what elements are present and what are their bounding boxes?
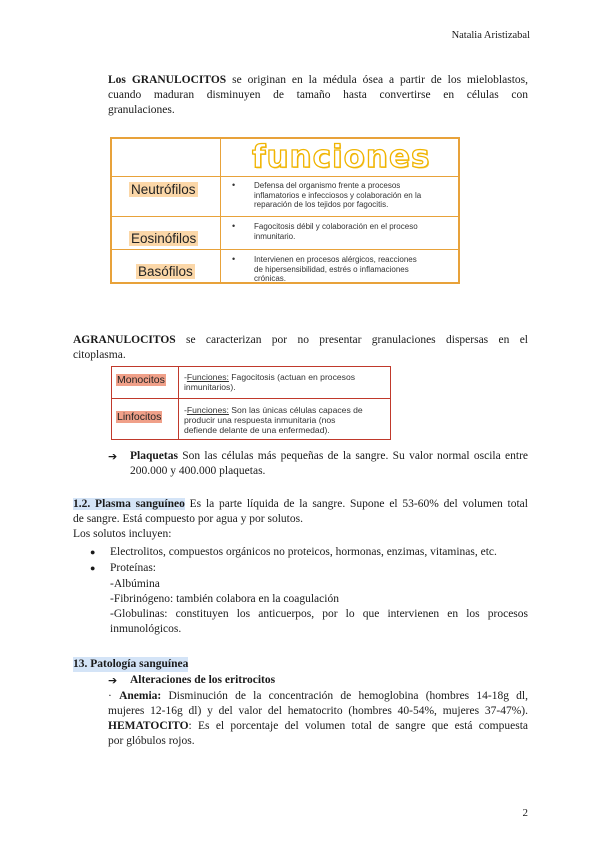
- plaquetas-line1: Son las células más pequeñas de la sangre. Su valor normal oscila entre: [177, 450, 528, 462]
- table-divider: [112, 176, 458, 177]
- linfocitos-line: Son las únicas células capaces de: [228, 405, 363, 415]
- plasma-line1: Es la parte líquida de la sangre. Supone el 53-60% del volumen total: [184, 498, 528, 510]
- bullet-icon: ●: [90, 563, 96, 573]
- dash: -: [184, 405, 187, 415]
- arrow-icon: ➔: [108, 450, 118, 463]
- granulocitos-line3: granulaciones.: [108, 104, 175, 116]
- anemia-line2: mujeres 12-16g dl) y del valor del hematocrito (hombres 40-54%, mujeres 37-47%).: [108, 705, 528, 717]
- granulocitos-line1: se originan en la médula ósea a partir de los mieloblastos,: [226, 74, 528, 86]
- anemia-paragraph: [108, 689, 528, 749]
- funciones-title: funciones: [252, 139, 431, 175]
- hematocito-line1: : Es el porcentaje del volumen total de sangre que está compuesta: [188, 720, 528, 732]
- alteraciones-item: [108, 673, 528, 689]
- agranulocitos-paragraph: [73, 333, 528, 363]
- monocitos-description: [184, 372, 388, 392]
- agranulocitos-line2: citoplasma.: [73, 349, 126, 361]
- sub-item: inmunológicos.: [110, 623, 182, 635]
- granulocitos-term: Los GRANULOCITOS: [108, 74, 227, 86]
- anemia-line1: Disminución de la concentración de hemoglobina (hombres 14-18g dl,: [161, 690, 528, 702]
- table-divider: [112, 249, 458, 250]
- plaquetas-line2: 200.000 y 400.000 plaquetas.: [130, 465, 266, 477]
- agranulocitos-line1: se caracterizan por no presentar granulaciones dispersas en el: [175, 334, 528, 346]
- funciones-table: [110, 137, 460, 284]
- granulocitos-line2: cuando maduran disminuyen de tamaño hasta convertirse en células con: [108, 89, 528, 101]
- linfocitos-line: producir una respuesta inmunitaria (nos: [184, 415, 336, 425]
- table-divider: [112, 398, 390, 399]
- list-item-text: Proteínas:: [110, 562, 156, 574]
- agranulocitos-term: AGRANULOCITOS: [73, 334, 176, 346]
- monocitos-line: Fagocitosis (actuan en procesos: [228, 372, 356, 382]
- table-divider: [178, 367, 179, 439]
- label-monocitos: Monocitos: [117, 374, 165, 386]
- label-neutrofilos: Neutrófilos: [131, 182, 196, 197]
- agranulocitos-table: [111, 366, 391, 440]
- basofilos-line: crónicas.: [254, 274, 287, 283]
- hematocito-line2: por glóbulos rojos.: [108, 735, 195, 747]
- header-author: Natalia Aristizabal: [451, 30, 530, 41]
- sub-item: -Globulinas: constituyen los anticuerpos, por lo que intervienen en los procesos: [110, 608, 528, 620]
- alteraciones-subtitle: Alteraciones de los eritrocitos: [130, 674, 276, 686]
- plasma-line3: Los solutos incluyen:: [73, 528, 172, 540]
- proteinas-sublist: [110, 577, 528, 637]
- plasma-line2: de sangre. Está compuesto por agua y por solutos.: [73, 513, 303, 525]
- linfocitos-description: [184, 405, 388, 435]
- dash: -: [184, 372, 187, 382]
- sub-item: -Albúmina: [110, 578, 160, 590]
- basofilos-line: de hipersensibilidad, estrés o inflamaciones: [254, 264, 409, 274]
- arrow-icon: ➔: [108, 674, 118, 687]
- sub-item: -Fibrinógeno: también colabora en la coagulación: [110, 593, 339, 605]
- hematocito-term: HEMATOCITO: [108, 720, 189, 732]
- anemia-term: Anemia:: [119, 690, 162, 702]
- table-divider: [220, 139, 221, 282]
- list-item-text: Electrolitos, compuestos orgánicos no proteicos, hormonas, enzimas, vitaminas, etc.: [110, 546, 497, 558]
- bullet-icon: ●: [90, 547, 96, 557]
- plasma-paragraph: [73, 497, 528, 542]
- monocitos-line: inmunitarios).: [184, 382, 236, 392]
- page-number: 2: [522, 807, 528, 819]
- bullet-icon: •: [232, 180, 236, 190]
- table-divider: [112, 216, 458, 217]
- plaquetas-term: Plaquetas: [130, 450, 178, 462]
- anemia-prefix: ·: [108, 690, 120, 702]
- label-eosinofilos: Eosinófilos: [131, 231, 197, 246]
- linfocitos-line: defiende delante de una enfermedad).: [184, 425, 330, 435]
- plasma-title: 1.2. Plasma sanguíneo: [73, 498, 185, 510]
- bullet-icon: •: [232, 254, 236, 264]
- neutrofilos-line: Defensa del organismo frente a procesos: [254, 181, 401, 190]
- plaquetas-item: [108, 449, 528, 481]
- basofilos-line: Intervienen en procesos alérgicos, reacciones: [254, 255, 417, 264]
- granulocitos-paragraph: [108, 73, 528, 118]
- bullet-icon: •: [232, 221, 236, 231]
- label-linfocitos: Linfocitos: [117, 411, 162, 423]
- label-basofilos: Basófilos: [138, 264, 193, 279]
- neutrofilos-line: inflamatorios e infecciosos y colaboración en la: [254, 190, 422, 200]
- funciones-label: Funciones:: [186, 405, 229, 415]
- neutrofilos-line: reparación de los tejidos por fagocitis.: [254, 200, 389, 209]
- patologia-title: 13. Patología sanguínea: [73, 658, 189, 670]
- eosinofilos-line: inmunitario.: [254, 231, 296, 241]
- funciones-label: Funciones:: [186, 372, 229, 382]
- eosinofilos-line: Fagocitosis débil y colaboración en el proceso: [254, 222, 418, 231]
